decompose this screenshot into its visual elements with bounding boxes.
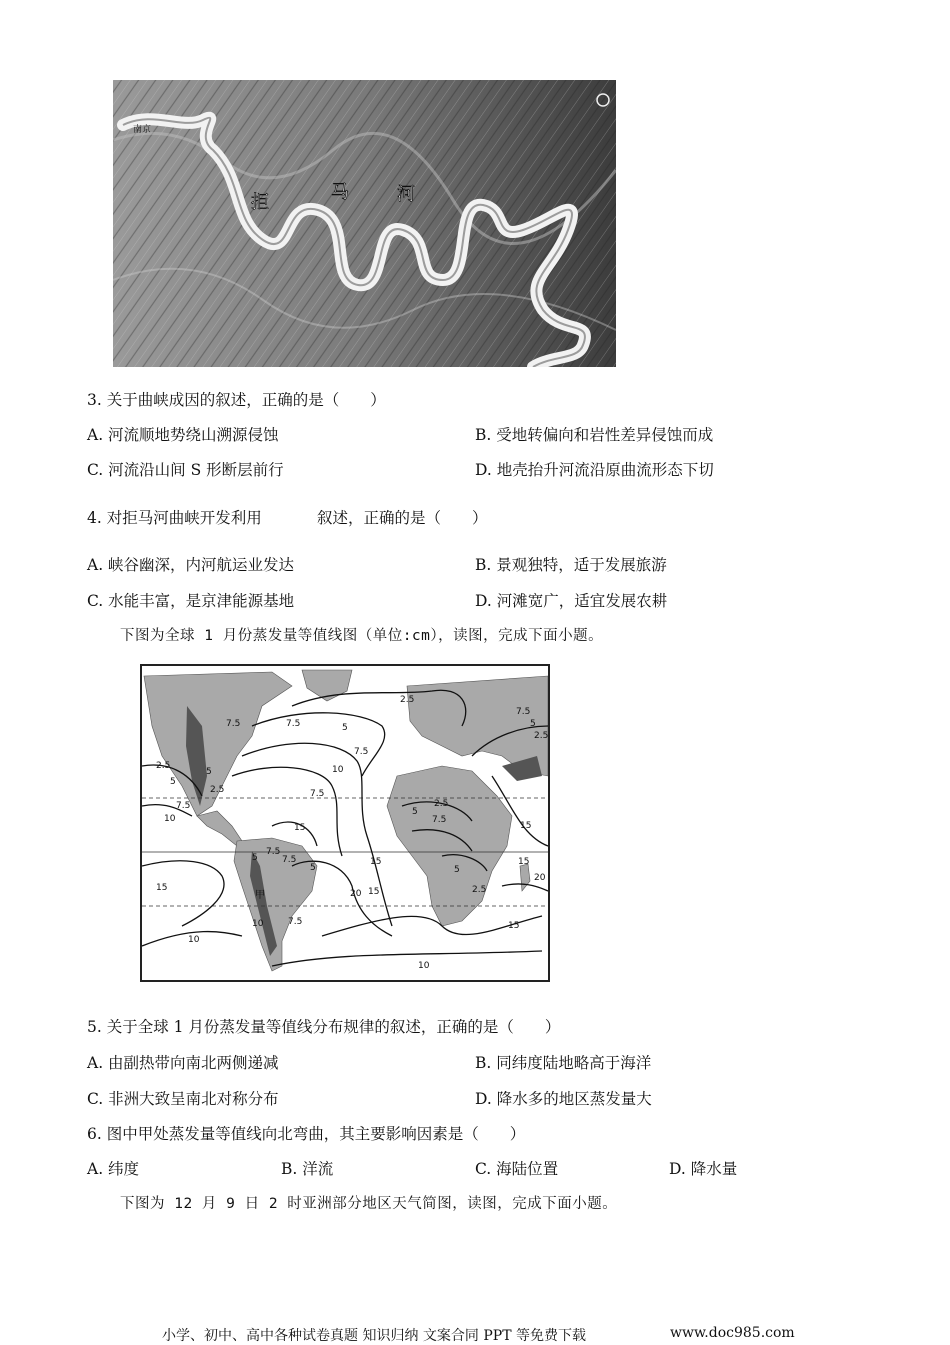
isoline-label: 15 (520, 821, 532, 831)
q6-option-d[interactable]: D. 降水量 (669, 1160, 738, 1178)
q3-stem: 3. 关于曲峡成因的叙述，正确的是（ ） (87, 391, 386, 409)
isoline-label: 5 (412, 807, 418, 817)
isoline-label: 10 (332, 765, 344, 775)
isoline-label: 10 (188, 935, 200, 945)
isoline-label: 7.5 (226, 719, 241, 729)
isoline-label: 15 (518, 857, 530, 867)
q5-stem: 5. 关于全球 1 月份蒸发量等值线分布规律的叙述，正确的是（ ） (87, 1018, 561, 1036)
evaporation-map-svg (142, 666, 548, 980)
q4-option-c[interactable]: C. 水能丰富，是京津能源基地 (87, 592, 295, 610)
q4-option-d[interactable]: D. 河滩宽广，适宜发展农耕 (475, 592, 668, 610)
isoline-label: 7.5 (266, 847, 281, 857)
isoline-label: 5 (454, 865, 460, 875)
evaporation-isoline-map (140, 664, 550, 982)
isoline-label: 2.5 (156, 761, 171, 771)
isoline-label: 7.5 (176, 801, 191, 811)
river-label-char-1: 拒 (251, 192, 269, 213)
isoline-label: 15 (294, 823, 306, 833)
isoline-label: 7.5 (354, 747, 369, 757)
isoline-label: 7.5 (516, 707, 531, 717)
q6-option-c[interactable]: C. 海陆位置 (475, 1160, 559, 1178)
isoline-label: 15 (508, 921, 520, 931)
intro-weather-map: 下图为 12 月 9 日 2 时亚洲部分地区天气简图，读图，完成下面小题。 (120, 1196, 618, 1212)
river-label-char-3: 河 (397, 184, 415, 205)
isoline-label: 2.5 (434, 799, 449, 809)
isoline-label: 10 (418, 961, 430, 971)
q3-option-d[interactable]: D. 地壳抬升河流沿原曲流形态下切 (475, 461, 714, 479)
isoline-label: 2.5 (210, 785, 225, 795)
q4-stem-part2: 叙述，正确的是（ ） (317, 509, 488, 527)
q3-option-c[interactable]: C. 河流沿山间 S 形断层前行 (87, 461, 284, 479)
river-label-char-2: 马 (331, 182, 349, 203)
isoline-label: 15 (370, 857, 382, 867)
continents (144, 670, 548, 971)
q6-stem: 6. 图中甲处蒸发量等值线向北弯曲，其主要影响因素是（ ） (87, 1125, 526, 1143)
isoline-label: 20 (534, 873, 546, 883)
q4-stem-part1: 4. 对拒马河曲峡开发利用 (87, 509, 262, 527)
location-label-jia: 甲 (255, 890, 265, 901)
q3-option-a[interactable]: A. 河流顺地势绕山溯源侵蚀 (87, 426, 279, 444)
footer-url[interactable]: www.doc985.com (670, 1325, 795, 1341)
isoline-label: 10 (252, 919, 264, 929)
q5-option-c[interactable]: C. 非洲大致呈南北对称分布 (87, 1090, 279, 1108)
isoline-label: 2.5 (472, 885, 487, 895)
q5-option-d[interactable]: D. 降水多的地区蒸发量大 (475, 1090, 652, 1108)
isoline-label: 7.5 (310, 789, 325, 799)
isoline-label: 15 (368, 887, 380, 897)
isoline-label: 10 (164, 814, 176, 824)
isoline-label: 7.5 (282, 855, 297, 865)
isoline-label: 5 (342, 723, 348, 733)
q4-option-a[interactable]: A. 峡谷幽深，内河航运业发达 (87, 556, 295, 574)
footer-text: 小学、初中、高中各种试卷真题 知识归纳 文案合同 PPT 等免费下载 (162, 1328, 586, 1344)
q5-option-b[interactable]: B. 同纬度陆地略高于海洋 (475, 1054, 652, 1072)
isoline-label: 5 (252, 853, 258, 863)
isoline-label: 7.5 (286, 719, 301, 729)
intro-evaporation-map: 下图为全球 1 月份蒸发量等值线图（单位:cm），读图，完成下面小题。 (120, 628, 604, 644)
isoline-label: 20 (350, 889, 362, 899)
q4-option-b[interactable]: B. 景观独特，适于发展旅游 (475, 556, 667, 574)
q3-option-b[interactable]: B. 受地转偏向和岩性差异侵蚀而成 (475, 426, 714, 444)
isoline-label: 5 (206, 767, 212, 777)
isoline-label: 2.5 (400, 695, 415, 705)
canyon-photo (113, 80, 616, 367)
corner-place-label: 南京 (133, 125, 152, 135)
isoline-label: 7.5 (432, 815, 447, 825)
isoline-label: 15 (156, 883, 168, 893)
isoline-label: 2.5 (534, 731, 548, 741)
q5-option-a[interactable]: A. 由副热带向南北两侧递减 (87, 1054, 279, 1072)
isoline-label: 5 (170, 777, 176, 787)
q6-option-b[interactable]: B. 洋流 (281, 1160, 334, 1178)
isoline-label: 7.5 (288, 917, 303, 927)
isoline-label: 5 (530, 719, 536, 729)
isoline-label: 5 (310, 863, 316, 873)
canyon-photo-svg (113, 80, 616, 367)
q6-option-a[interactable]: A. 纬度 (87, 1160, 140, 1178)
